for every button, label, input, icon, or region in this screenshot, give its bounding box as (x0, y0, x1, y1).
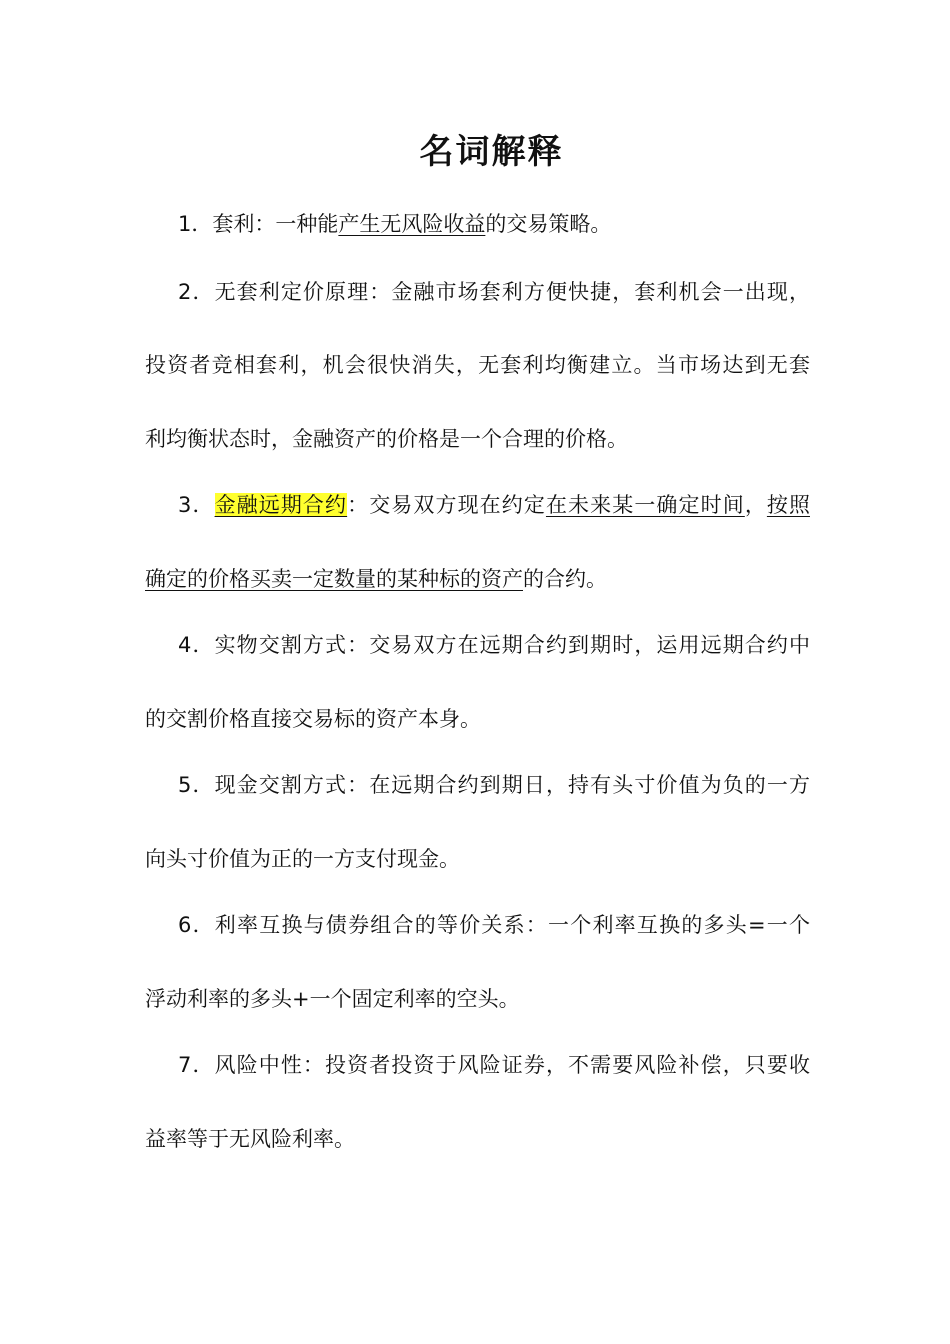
item-5-text-1: 现金交割方式：在远期合约到期日，持有头寸价值为负的一方 (214, 773, 810, 797)
item-2-text-1: 无套利定价原理：金融市场套利方便快捷，套利机会一出现， (214, 280, 810, 304)
item-6-number: 6． (178, 913, 215, 937)
item-3-underlined-anzhao: 按照 (766, 493, 810, 517)
item-7-line-2: 益率等于无风险利率。 (145, 1127, 355, 1151)
item-3-highlighted-term: 金融远期合约 (214, 493, 348, 517)
item-3-number: 3． (178, 493, 215, 517)
item-3-underlined-price: 确定的价格买卖一定数量的某种标的资产 (145, 567, 523, 591)
item-3-text-b: ， (744, 493, 767, 517)
item-5-line-1 (178, 770, 810, 800)
item-2-line-3: 利均衡状态时，金融资产的价格是一个合理的价格。 (145, 427, 628, 451)
item-4-number: 4． (178, 633, 215, 657)
item-7-text-1: 风险中性：投资者投资于风险证券，不需要风险补偿，只要收 (214, 1053, 810, 1077)
item-1-text-pre: 一种能 (275, 212, 339, 236)
item-3-line-1 (178, 490, 810, 520)
item-2-number: 2． (178, 280, 215, 304)
item-5-number: 5． (178, 773, 215, 797)
item-4-line-2: 的交割价格直接交易标的资产本身。 (145, 707, 481, 731)
item-1-term: 套利 (212, 212, 255, 236)
item-3-line-2 (145, 564, 810, 594)
item-2-line-1 (178, 277, 810, 307)
item-5-line-2: 向头寸价值为正的一方支付现金。 (145, 847, 460, 871)
item-1-underlined-text: 产生无风险收益 (338, 212, 486, 236)
item-7-line-1 (178, 1050, 810, 1080)
page-title: 名词解释 (419, 132, 564, 172)
item-1-number: 1． (178, 212, 213, 236)
item-1-text-post: 的交易策略。 (485, 212, 612, 236)
item-4-line-1 (178, 630, 810, 660)
item-3-underlined-time: 在未来某一确定时间 (545, 493, 745, 517)
item-6-line-2: 浮动利率的多头+一个固定利率的空头。 (145, 987, 520, 1011)
item-6-line-1 (178, 910, 810, 940)
item-2-line-2: 投资者竞相套利，机会很快消失，无套利均衡建立。当市场达到无套 (145, 353, 810, 377)
item-7-number: 7． (178, 1053, 215, 1077)
item-6-text-1: 利率互换与债券组合的等价关系：一个利率互换的多头=一个 (214, 913, 810, 937)
item-3-text-c: 的合约。 (523, 567, 607, 591)
item-1 (178, 209, 810, 239)
item-1-colon: ： (254, 212, 276, 236)
item-4-text-1: 实物交割方式：交易双方在远期合约到期时，运用远期合约中 (214, 633, 810, 657)
item-3-text-a: ：交易双方现在约定 (347, 493, 546, 517)
